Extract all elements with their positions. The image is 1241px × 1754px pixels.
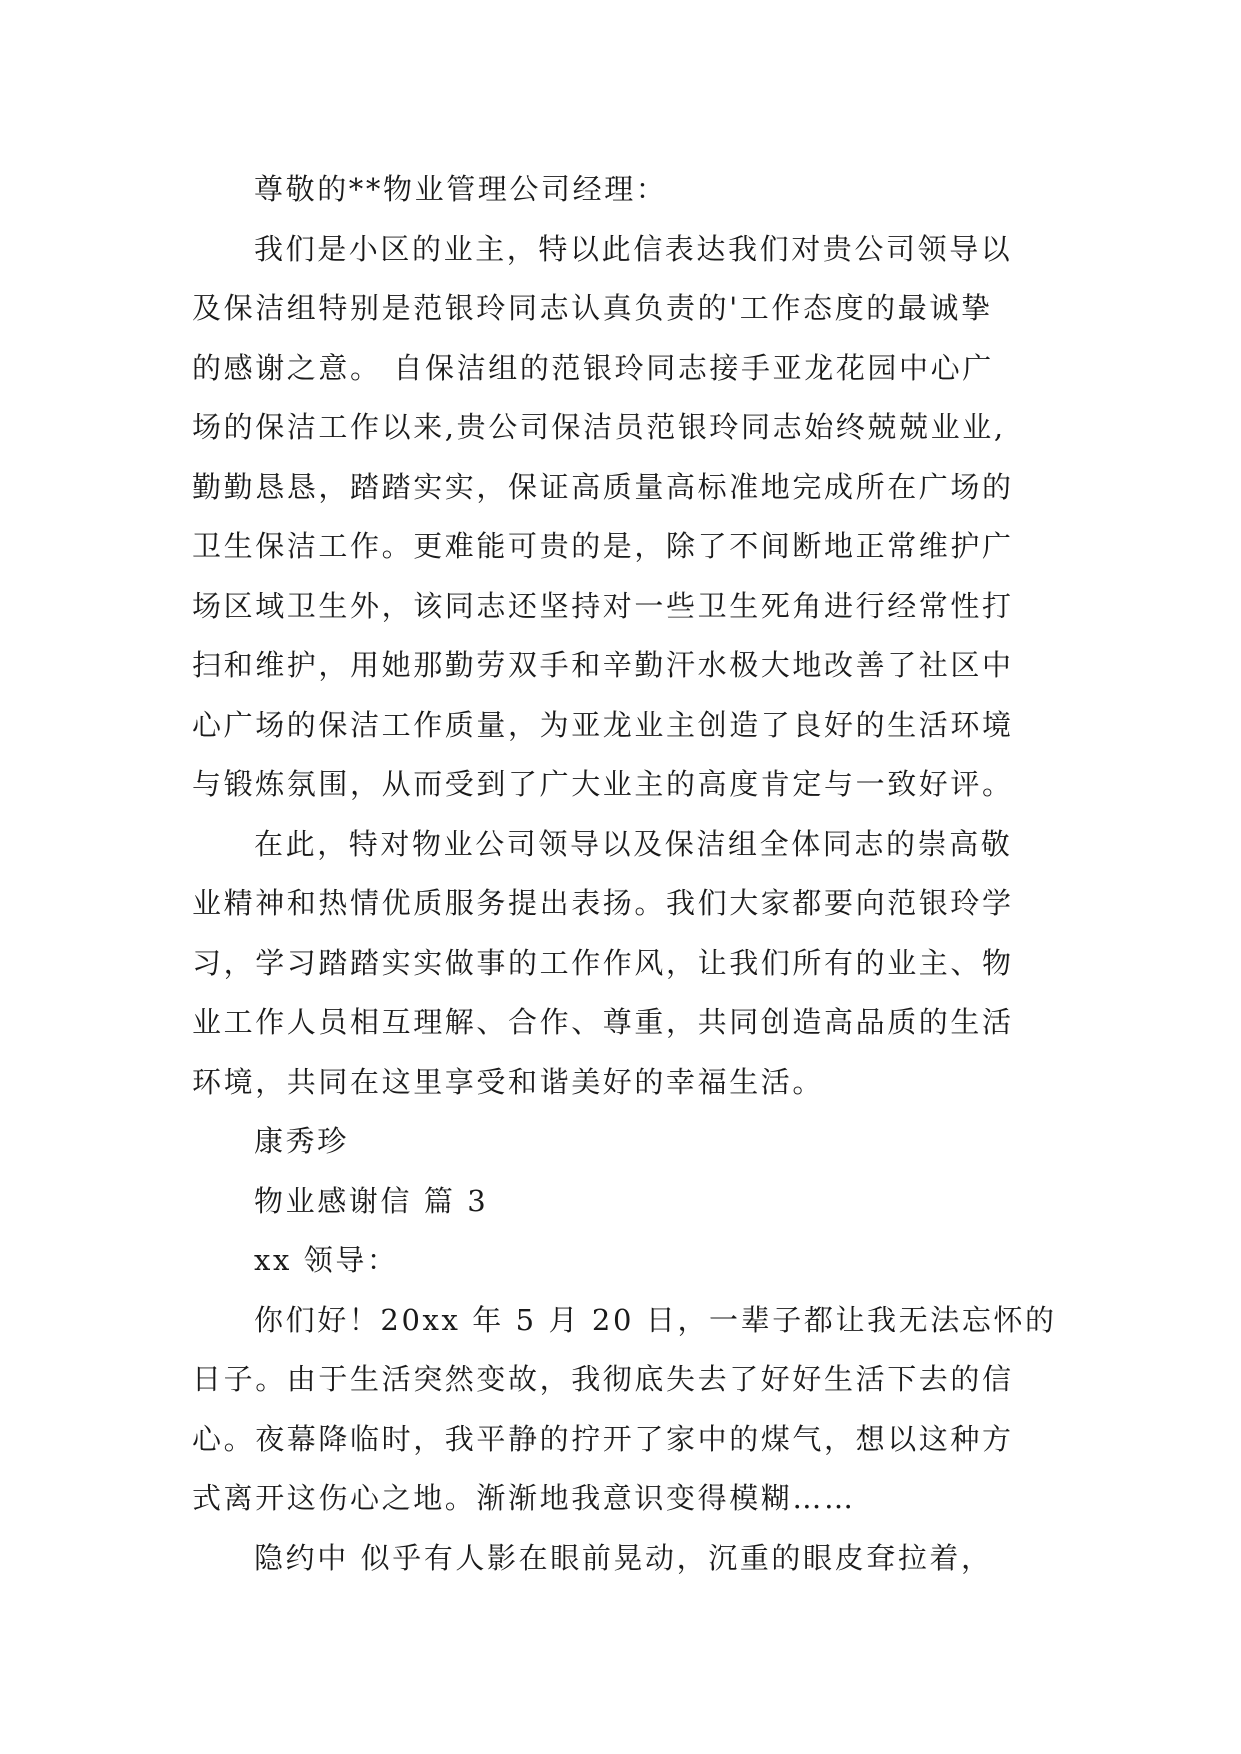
text-line: 扫和维护，用她那勤劳双手和辛勤汗水极大地改善了社区中 [192,648,1014,682]
text-line: 我们是小区的业主，特以此信表达我们对贵公司领导以 [254,231,1013,266]
text-line: 卫生保洁工作。更难能可贵的是，除了不间断地正常维护广 [192,529,1014,563]
text-line: 在此，特对物业公司领导以及保洁组全体同志的崇高敬 [254,826,1013,861]
text-line: 的感谢之意。 自保洁组的范银玲同志接手亚龙花园中心广 [192,350,994,385]
text-line: 心广场的保洁工作质量，为亚龙业主创造了良好的生活环境 [192,707,1014,742]
text-line: 业精神和热情优质服务提出表扬。我们大家都要向范银玲学 [192,886,1014,920]
text-line: 隐约中 似乎有人影在眼前晃动，沉重的眼皮耷拉着， [254,1540,993,1575]
section-title: 物业感谢信 篇 3 [254,1183,489,1218]
text-line: 你们好！20xx 年 5 月 20 日，一辈子都让我无法忘怀的 [254,1302,1057,1337]
text-line: 与锻炼氛围，从而受到了广大业主的高度肯定与一致好评。 [192,767,1014,801]
text-line: 习，学习踏踏实实做事的工作作风，让我们所有的业主、物 [192,945,1014,980]
text-line: 场的保洁工作以来,贵公司保洁员范银玲同志始终兢兢业业, [192,410,1006,444]
letter-body [192,160,1057,1588]
text-line: 环境，共同在这里享受和谐美好的幸福生活。 [192,1064,825,1099]
text-line: 场区域卫生外，该同志还坚持对一些卫生死角进行经常性打 [192,588,1014,623]
signature: 康秀珍 [254,1124,349,1158]
salutation: 尊敬的**物业管理公司经理： [254,172,668,206]
text-line: 及保洁组特别是范银玲同志认真负责的'工作态度的最诚挚 [192,291,993,325]
text-line: 业工作人员相互理解、合作、尊重，共同创造高品质的生活 [192,1005,1014,1039]
salutation: xx 领导： [254,1243,399,1277]
text-line: 心。夜幕降临时，我平静的拧开了家中的煤气，想以这种方 [192,1421,1014,1456]
text-line: 式离开这伤心之地。渐渐地我意识变得模糊…… [192,1481,856,1515]
text-line: 勤勤恳恳，踏踏实实，保证高质量高标准地完成所在广场的 [192,469,1014,504]
text-line: 日子。由于生活突然变故，我彻底失去了好好生活下去的信 [192,1362,1014,1396]
